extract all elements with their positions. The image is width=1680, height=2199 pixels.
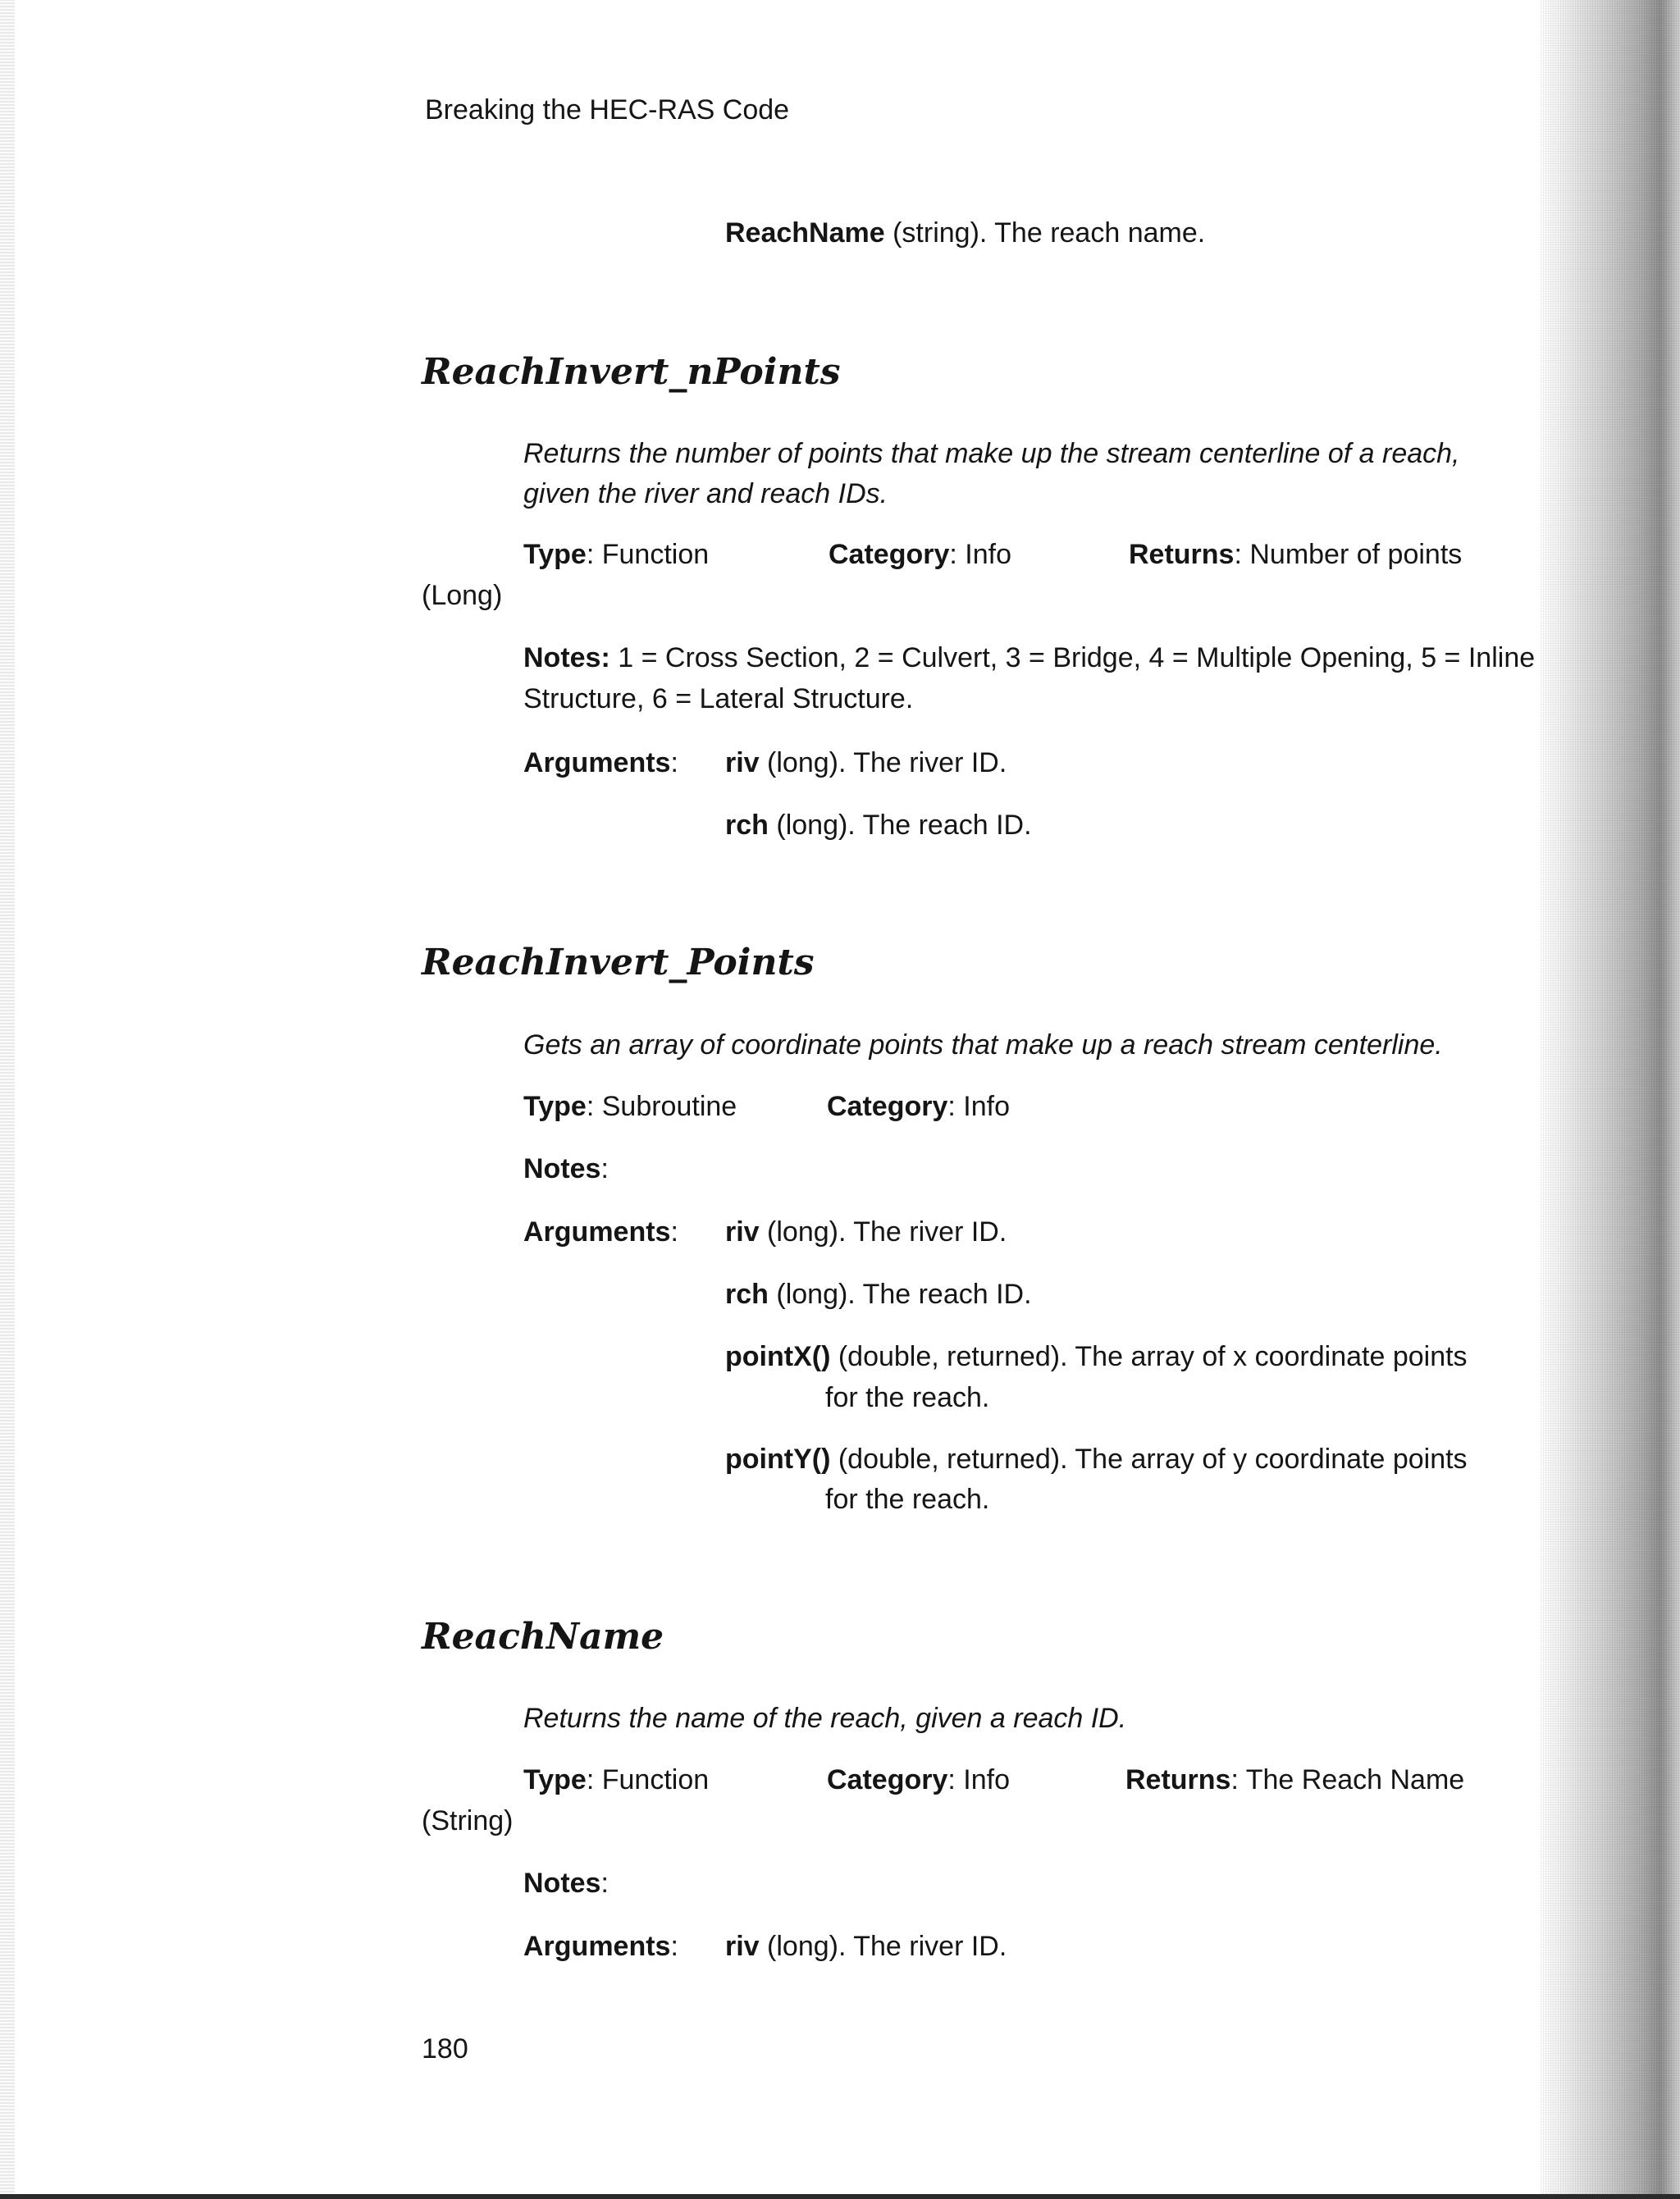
argument-description: (long). The river ID. (759, 1931, 1007, 1962)
argument-description: (long). The river ID. (759, 747, 1007, 778)
type-label: Type (523, 539, 587, 570)
description-line: Returns the name of the reach, given a reach ID. (523, 1703, 1127, 1734)
section-title-reachname: ReachName (422, 1616, 664, 1658)
type-field (523, 538, 709, 572)
type-value: : Subroutine (586, 1091, 737, 1122)
notes-field: Notes: (523, 1153, 609, 1184)
arguments-label: Arguments: (523, 747, 678, 778)
category-value: : Info (947, 1091, 1010, 1122)
running-header: Breaking the HEC-RAS Code (425, 94, 790, 125)
type-label: Type (523, 1091, 587, 1122)
argument-item (725, 1930, 1007, 1964)
book-spine-shadow (1541, 0, 1680, 2199)
section-title-reachinvert-points: ReachInvert_Points (422, 942, 815, 983)
notes-text-continued: Structure, 6 = Lateral Structure. (523, 683, 914, 714)
category-label: Category (827, 1764, 948, 1795)
argument-item (725, 809, 1032, 842)
argument-item (725, 1278, 1032, 1312)
arguments-label: Arguments: (523, 1216, 678, 1248)
type-field (523, 1763, 709, 1797)
category-value: : Info (947, 1764, 1010, 1795)
returns-label: Returns (1129, 539, 1235, 570)
description-line: Returns the number of points that make up the stream centerline of a reach, (523, 438, 1460, 469)
type-value: : Function (586, 539, 710, 570)
notes-field (523, 641, 1535, 675)
argument-description-continued: for the reach. (825, 1382, 990, 1413)
returns-value: : Number of points (1234, 539, 1463, 570)
type-label: Type (523, 1764, 587, 1795)
type-value: : Function (586, 1764, 710, 1795)
argument-item (725, 1216, 1007, 1249)
description-line: given the river and reach IDs. (523, 478, 888, 509)
returns-value: : The Reach Name (1230, 1764, 1465, 1795)
argument-item (725, 1443, 1468, 1476)
argument-name: riv (725, 1216, 760, 1248)
notes-label: Notes (523, 1868, 601, 1899)
category-field (829, 538, 1011, 572)
argument-name: riv (725, 1931, 760, 1962)
argument-description: (string). The reach name. (884, 217, 1206, 249)
argument-description: (long). The reach ID. (768, 1279, 1032, 1310)
argument-item (725, 1340, 1468, 1374)
argument-name: rch (725, 1279, 769, 1310)
notes-field: Notes: (523, 1868, 609, 1899)
continued-argument (725, 217, 1205, 250)
type-field (523, 1090, 737, 1124)
category-label: Category (827, 1091, 948, 1122)
category-label: Category (829, 539, 950, 570)
argument-name: riv (725, 747, 760, 778)
argument-name: rch (725, 810, 769, 841)
category-field (827, 1090, 1010, 1124)
arguments-label: Arguments: (523, 1931, 678, 1962)
page-left-edge (0, 0, 15, 2199)
argument-description: (long). The river ID. (759, 1216, 1007, 1248)
returns-label: Returns (1125, 1764, 1231, 1795)
notes-text: 1 = Cross Section, 2 = Culvert, 3 = Bridge, 4 = Multiple Opening, 5 = Inline (609, 642, 1536, 673)
notes-label: Notes: (523, 642, 610, 673)
argument-description: (double, returned). The array of y coordinate points (830, 1444, 1468, 1475)
category-field (827, 1763, 1010, 1797)
argument-name: pointY() (725, 1444, 831, 1475)
argument-description: (double, returned). The array of x coordinate points (830, 1341, 1468, 1372)
returns-field (1125, 1763, 1464, 1797)
description-line: Gets an array of coordinate points that make up a reach stream centerline. (523, 1029, 1443, 1061)
argument-item (725, 746, 1007, 780)
returns-field (1129, 538, 1462, 572)
section-title-reachinvert-npoints: ReachInvert_nPoints (422, 351, 841, 393)
argument-name: pointX() (725, 1341, 831, 1372)
returns-wrap: (Long) (422, 580, 503, 611)
page-bottom-edge (0, 2194, 1680, 2199)
argument-name: ReachName (725, 217, 885, 249)
argument-description-continued: for the reach. (825, 1484, 990, 1515)
page-number: 180 (422, 2033, 468, 2064)
argument-description: (long). The reach ID. (768, 810, 1032, 841)
returns-wrap: (String) (422, 1805, 514, 1836)
category-value: : Info (949, 539, 1011, 570)
notes-label: Notes (523, 1153, 601, 1184)
